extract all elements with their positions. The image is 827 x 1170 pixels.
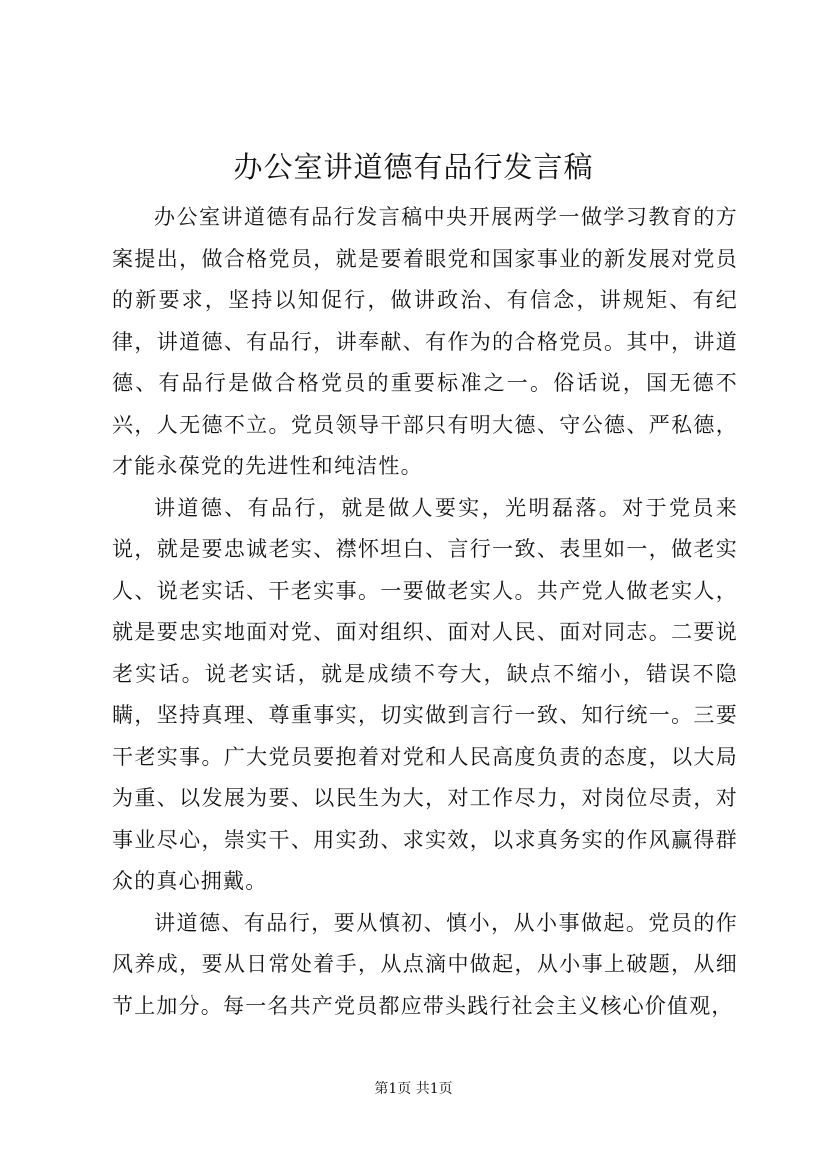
document-body xyxy=(112,197,738,1027)
page-footer: 第1页 共1页 xyxy=(374,1081,453,1097)
document-title: 办公室讲道德有品行发言稿 xyxy=(233,150,594,184)
paragraph-1: 办公室讲道德有品行发言稿中央开展两学一做学习教育的方案提出，做合格党员，就是要着眼党和国家事业的新发展对党员的新要求，坚持以知促行，做讲政治、有信念，讲规矩、有纪律，讲道德、有品行，讲奉献、有作为的合格党员。其中，讲道德、有品行是做合格党员的重要标准之一。俗话说，国无德不兴，人无德不立。党员领导干部只有明大德、守公德、严私德，才能永葆党的先进性和纯洁性。 xyxy=(112,205,738,478)
paragraph-3: 讲道德、有品行，要从慎初、慎小，从小事做起。党员的作风养成，要从日常处着手，从点滴中做起，从小事上破题，从细节上加分。每一名共产党员都应带头践行社会主义核心价值观， xyxy=(112,910,738,1018)
paragraph-2: 讲道德、有品行，就是做人要实，光明磊落。对于党员来说，就是要忠诚老实、襟怀坦白、言行一致、表里如一，做老实人、说老实话、干老实事。一要做老实人。共产党人做老实人，就是要忠实地面对党、面对组织、面对人民、面对同志。二要说老实话。说老实话，就是成绩不夸大，缺点不缩小，错误不隐瞒，坚持真理、尊重事实，切实做到言行一致、知行统一。三要干老实事。广大党员要抱着对党和人民高度负责的态度，以大局为重、以发展为要、以民生为大，对工作尽力，对岗位尽责，对事业尽心，崇实干、用实劲、求实效，以求真务实的作风赢得群众的真心拥戴。 xyxy=(112,495,738,893)
